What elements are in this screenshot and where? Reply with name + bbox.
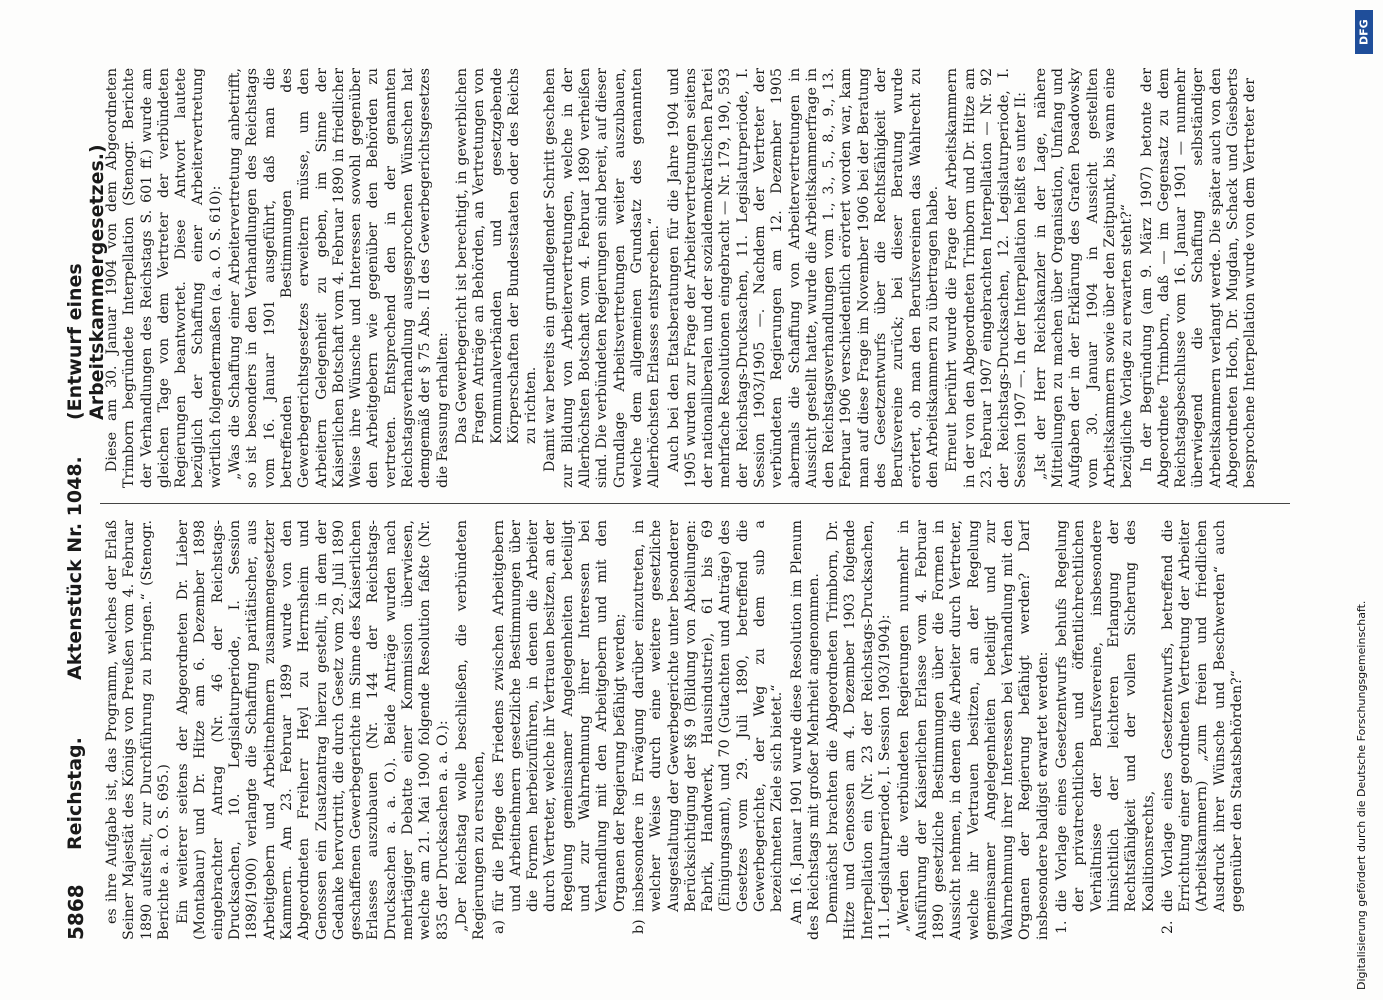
list-item [491,520,629,940]
quoted-paragraph: Das Gewerbegericht ist berechtigt, in gewerblichen Fragen Anträge an Behörden, an Vertretungen von Kommunalverbänden und gesetzgebende Körperschaften der Bundesstaaten oder des Reichs zu richten. [453,68,540,444]
list-item [1160,520,1246,940]
list-marker: 2. [1159,920,1176,934]
list-marker: b) [630,919,647,934]
list-item-text: insbesondere in Erwägung darüber einzutreten, in welcher Weise durch eine weitere gesetzliche Ausgestaltung der Gewerbegerichte unter besonderer Berücksichtigung der §§ 9 (Bildung von Abteilungen: Fabrik, Handwerk, Hausindustrie), 61 bis 69 (Einigungsamt), und 70 (Gutachten und Anträge) des Gesetzes vom 29. Juli 1890, betreffend die Gewerbegerichte, der Weg zu dem sub a bezeichneten Ziele sich bietet.“ [630,520,786,912]
list-marker: a) [490,920,507,934]
list-item [1054,520,1158,940]
paragraph: Ein weiterer seitens der Abgeordneten Dr. Lieber (Montabaur) und Dr. Hitze am 6. Dezember 1898 eingebrachter Antrag (Nr. 46 der Reichstags-Drucksachen, 10. Legislaturperiode, I. Session 1898/1900) verlangte die Schaffung paritätischer, aus Arbeitgebern und Arbeitnehmern zusammengesetzter Kammern. Am 23. Februar 1899 wurde von den Abgeordneten Freiherr Heyl zu Herrnsheim und Genossen ein Zusatzantrag hierzu gestellt, in dem der Gedanke hervortritt, die durch Gesetz vom 29. Juli 1890 geschaffenen Gewerbegerichte im Sinne des Kaiserlichen Erlasses auszubauen (Nr. 144 der Reichstags-Drucksachen a. a. O.). Beide Anträge wurden nach mehrtägiger Debatte einer Kommission überwiesen, welche am 21. Mai 1900 folgende Resolution faßte (Nr. 835 der Drucksachen a. a. O.): [175,520,451,940]
paragraph: „Ist der Herr Reichskanzler in der Lage, nähere Mitteilungen zu machen über Organisation, Umfang und Aufgaben der in der Erklärung des Grafen Posadowsky vom 30. Januar 1904 in Aussicht gestellten Arbeitskammern sowie über den Zeitpunkt, bis wann eine bezügliche Vorlage zu erwarten steht?“ [1032,68,1136,488]
left-column [104,520,1284,940]
paragraph: Diese am 30. Januar 1904 von dem Abgeordneten Trimborn begründete Interpellation (Stenogr. Berichte der Verhandlungen des Reichstags S. 601 ff.) wurde am gleichen Tage von dem Vertreter der verbündeten Regierungen beantwortet. Diese Antwort lautete bezüglich der Schaffung einer Arbeitervertretung wörtlich folgendermaßen (a. a. O. S. 610): [104,68,224,488]
column-divider [100,503,1290,504]
header-document-number: Aktenstück Nr. 1048. [64,456,86,680]
digitization-note: Digitalisierung gefördert durch die Deutsche Forschungsgemeinschaft. [1355,600,1368,990]
paragraph: Erneut berührt wurde die Frage der Arbeitskammern in der von den Abgeordneten Trimborn und Dr. Hitze am 23. Februar 1907 eingebrachten Interpellation — Nr. 92 der Reichstags-Drucksachen, 12. Legislaturperiode, I. Session 1907 —. In der Interpellation heißt es unter II: [944,68,1030,488]
paragraph: „Werden die verbündeten Regierungen nunmehr in Ausführung der Kaiserlichen Erlasse vom 4. Februar 1890 gesetzliche Bestimmungen über die Formen in Aussicht nehmen, in denen die Arbeiter durch Vertreter, welche ihr Vertrauen besitzen, an der Regelung gemeinsamer Angelegenheiten beteiligt und zur Wahrnehmung ihrer Interessen bei Verhandlung mit den Organen der Regierung befähigt werden? Darf insbesondere baldigst erwartet werden: [896,520,1051,940]
paragraph: „Was die Schaffung einer Arbeitervertretung anbetrifft, so ist besonders in den Verhandlungen des Reichstags vom 16. Januar 1901 ausgeführt, daß man die betreffenden Bestimmungen des Gewerbegerichtsgesetzes erweitern müsse, um den Arbeitern Gelegenheit zu geben, im Sinne der Kaiserlichen Botschaft vom 4. Februar 1890 in friedlicher Weise ihre Wünsche und Interessen sowohl gegenüber den Arbeitgebern wie gegenüber den Behörden zu vertreten. Entsprechend den in der genannten Reichstagsverhandlung ausgesprochenen Wünschen hat demgemäß der § 75 Abs. II des Gewerbegerichtsgesetzes die Fassung erhalten: [227,68,451,488]
page-number: 5868 [64,884,88,940]
paragraph: es ihre Aufgabe ist, das Programm, welches der Erlaß Seiner Majestät des Königs von Preußen vom 4. Februar 1890 aufstellt, zur Durchführung zu bringen.“ (Stenogr. Berichte a. a. O. S. 695.) [104,520,172,940]
paragraph: „Der Reichstag wolle beschließen, die verbündeten Regierungen zu ersuchen, [453,520,488,940]
list-item-text: die Vorlage eines Gesetzentwurfs behufs Regelung der privatrechtlichen und öffentlichrechtlichen Verhältnisse der Berufsvereine, insbesondere hinsichtlich der leichteren Erlangung der Rechtsfähigkeit und der vollen Sicherung des Koalitionsrechts, [1054,520,1157,912]
paragraph: Damit war bereits ein grundlegender Schritt geschehen zur Bildung von Arbeitervertretungen, welche in der Allerhöchsten Botschaft vom 4. Februar 1890 verheißen sind. Die verbündeten Regierungen sind bereit, auf dieser Grundlage Arbeitsvertretungen weiter auszubauen, welche dem allgemeinen Grundsatz des genannten Allerhöchsten Erlasses entsprechen.“ [542,68,663,488]
paragraph: In der Begründung (am 9. März 1907) betonte der Abgeordnete Trimborn, daß — im Gegensatz zu dem Reichstagsbeschlusse vom 16. Januar 1901 — nunmehr überwiegend die Schaffung selbständiger Arbeitskammern verlangt werde. Die später auch von den Abgeordneten Hoch, Dr. Mugdan, Schack und Giesberts besprochene Interpellation wurde von dem Vertreter der [1138,68,1259,488]
list-item-text: die Vorlage eines Gesetzentwurfs, betreffend die Errichtung einer geordneten Vertretung der Arbeiter (Arbeitskammern) „zum freien und friedlichen Ausdruck ihrer Wünsche und Beschwerden“ auch gegenüber den Staatsbehörden?“ [1159,520,1245,912]
list-marker: 1. [1054,920,1071,934]
paragraph: Am 16. Januar 1901 wurde diese Resolution im Plenum des Reichstags mit großer Mehrheit angenommen. [788,520,822,940]
digitization-sidebar [1355,10,1377,990]
list-item-text: für die Pflege des Friedens zwischen Arbeitgebern und Arbeitnehmern gesetzliche Bestimmungen über die Formen herbeizuführen, in denen die Arbeiter durch Vertreter, welche ihr Vertrauen besitzen, an der Regelung gemeinsamer Angelegenheiten beteiligt und zur Wahrnehmung ihrer Interessen bei Verhandlung mit den Arbeitgebern und mit den Organen der Regierung befähigt werden; [490,520,628,912]
running-header [60,60,108,940]
right-column [104,68,1284,488]
paragraph: Demnächst brachten die Abgeordneten Trimborn, Dr. Hitze und Genossen am 4. Dezember 1903 folgende Interpellation ein (Nr. 23 der Reichstags-Drucksachen, 11. Legislaturperiode, I. Session 1903/1904): [825,520,894,940]
header-subject: (Entwurf eines Arbeitskammergesetzes.) [64,144,108,420]
header-title: Reichstag. [64,737,86,850]
paragraph: Auch bei den Etatsberatungen für die Jahre 1904 und 1905 wurden zur Frage der Arbeitervertretungen seitens der nationalliberalen und der sozialdemokratischen Partei mehrfache Resolutionen eingebracht — Nr. 179, 190, 593 der Reichstags-Drucksachen, 11. Legislaturperiode, I. Session 1903/1905 —. Nachdem der Vertreter der verbündeten Regierungen am 12. Dezember 1905 abermals die Schaffung von Arbeitervertretungen in Aussicht gestellt hatte, wurde die Arbeitskammerfrage in den Reichstagsverhandlungen vom 1., 3., 5., 8., 9., 13. Februar 1906 verschiedentlich erörtert worden war, kam man auf diese Frage im November 1906 bei der Beratung des Gesetzentwurfs über die Rechtsfähigkeit der Berufsvereine zurück; bei dieser Beratung wurde erörtert, ob man den Berufsvereinen das Wahlrecht zu den Arbeitskammern zu übertragen habe. [665,68,941,488]
list-item [631,520,787,940]
rotated-page-content [60,60,1300,940]
dfg-logo: DFG [1355,10,1373,54]
